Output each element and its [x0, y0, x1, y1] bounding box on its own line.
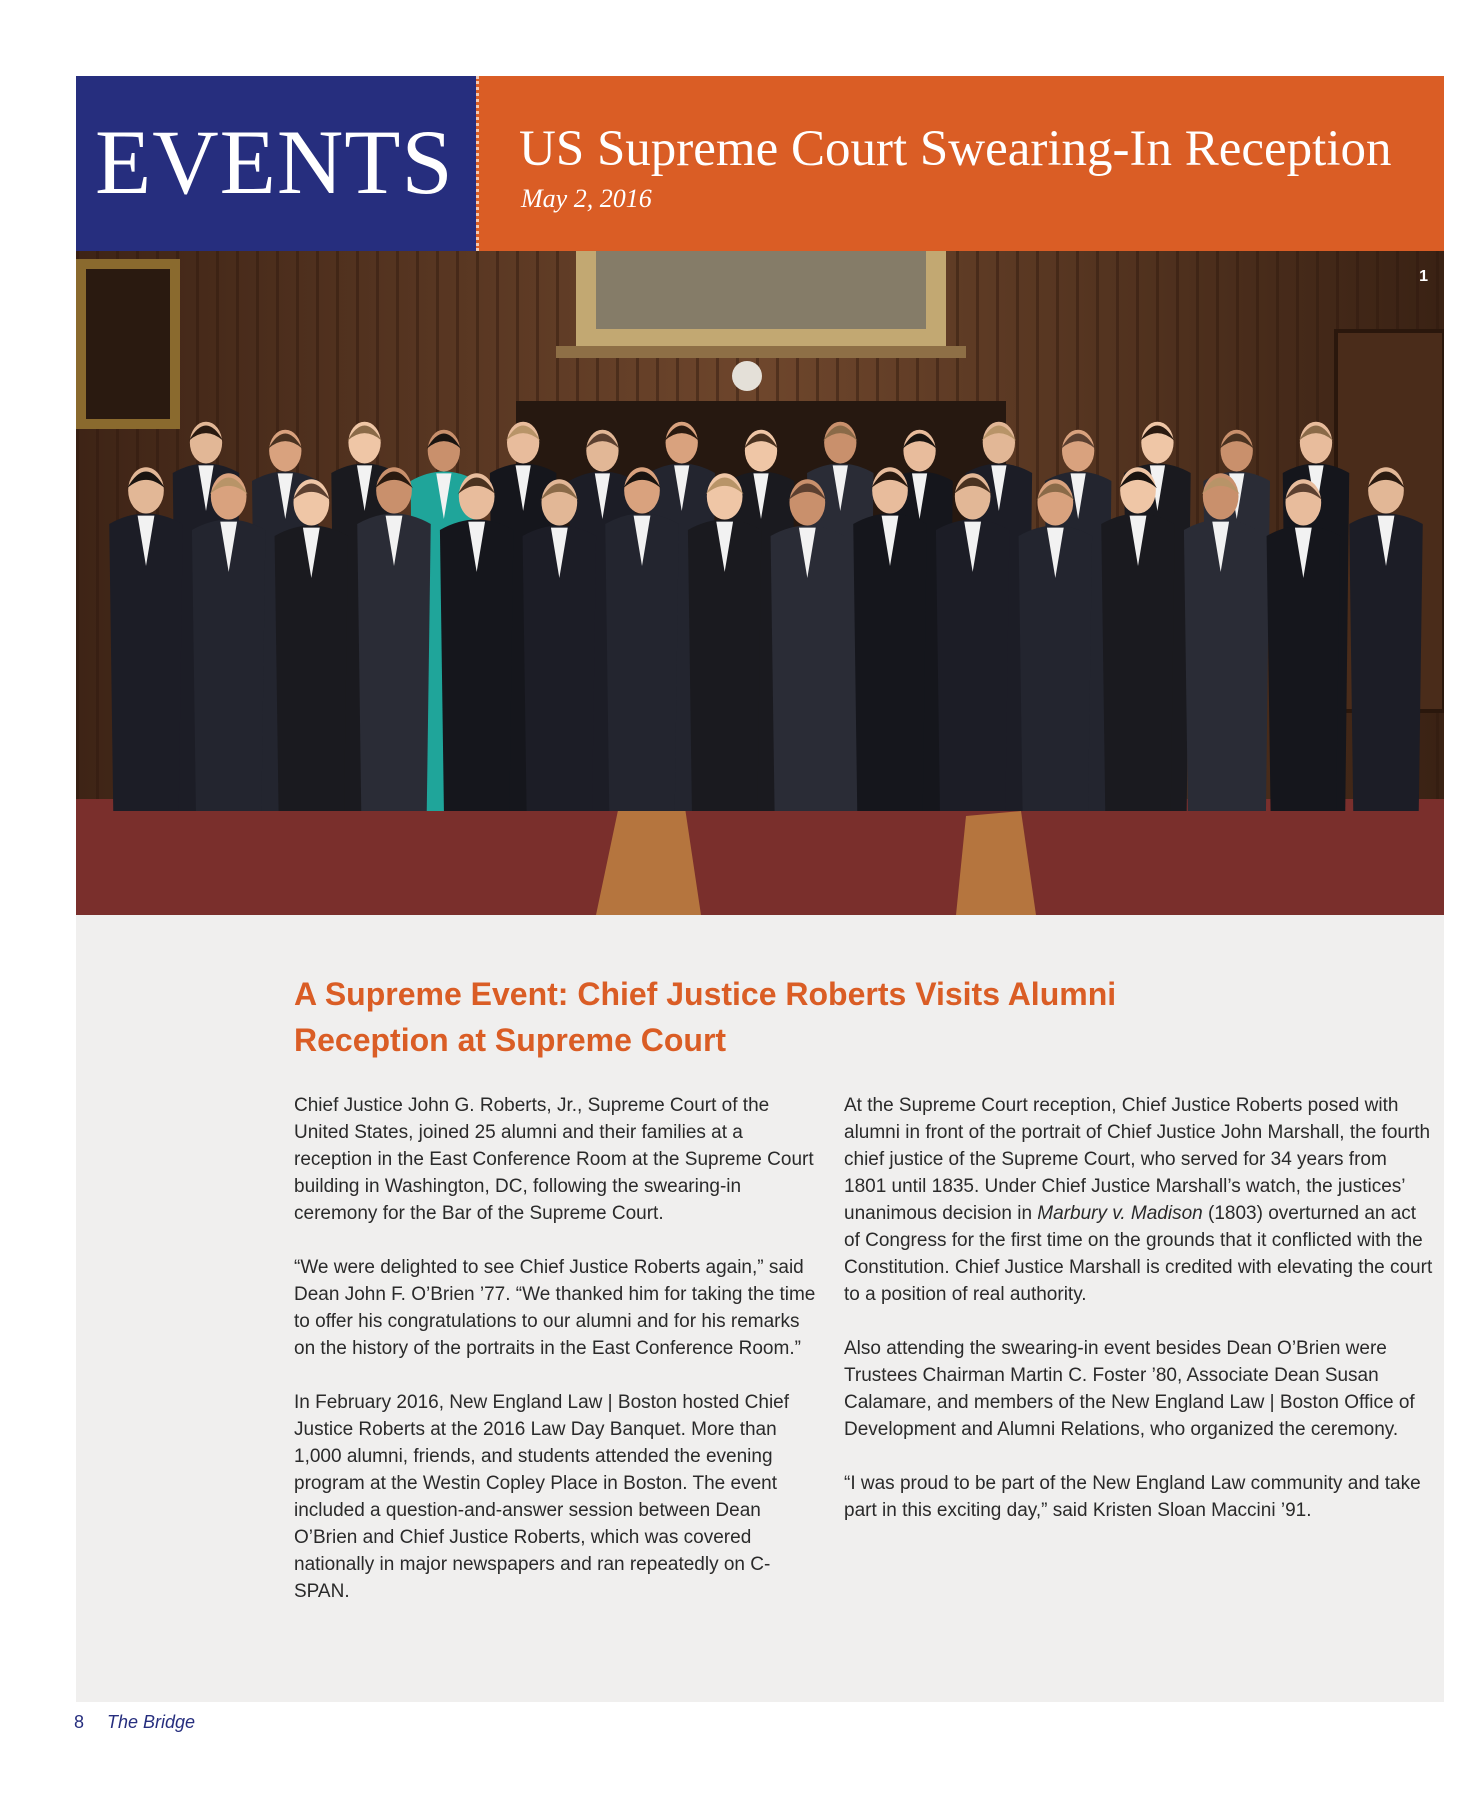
alumni-group [109, 422, 1423, 811]
article-panel [76, 915, 1444, 1702]
photo-number: 1 [1419, 268, 1428, 285]
person [1349, 467, 1423, 811]
mantel-clock [732, 361, 762, 391]
article-paragraph: Chief Justice John G. Roberts, Jr., Supreme Court of the United States, joined 25 alumni and their families at a reception in the East Conference Room at the Supreme Court building in Washington, DC, following the swearing-in ceremony for the Bar of the Supreme Court. [294, 1095, 814, 1224]
article-paragraph: Also attending the swearing-in event besides Dean O’Brien were Trustees Chairman Martin C. Foster ’80, Associate Dean Susan Calamare, and members of the New England Law | Boston Office of Development and Alumni Relations, who organized the ceremony. [844, 1338, 1415, 1440]
article-paragraph: “I was proud to be part of the New England Law community and take part in this exciting day,” said Kristen Sloan Maccini ’91. [844, 1473, 1421, 1521]
article-paragraph: “We were delighted to see Chief Justice Roberts again,” said Dean John F. O’Brien ’77. “We thanked him for taking the time to offer his congratulations to our alumni and for his remarks on the history of the portraits in the East Conference Room.” [294, 1257, 816, 1359]
paragraph-text: At the Supreme Court reception, Chief Justice Roberts posed with alumni in front of the portrait of Chief Justice John Marshall, the fourth chief justice of the Supreme Court, who served for 34 years from 1801 until 1835. Under Chief Justice Marshall’s watch, the justices’ unanimous decision in [844, 1095, 1431, 1224]
portrait-cornice [556, 346, 966, 358]
page-number: 8 [74, 1712, 85, 1732]
article-column-right [844, 1092, 1434, 1551]
left-portrait [86, 269, 170, 419]
person [605, 467, 679, 811]
person [109, 467, 183, 811]
case-name: Marbury v. Madison [1037, 1203, 1203, 1224]
marshall-portrait [596, 251, 926, 329]
person [853, 467, 927, 811]
publication-name: The Bridge [107, 1712, 196, 1732]
article-paragraph: In February 2016, New England Law | Boston hosted Chief Justice Roberts at the 2016 Law Day Banquet. More than 1,000 alumni, friends, and students attended the evening program at the Westin Copley Place in Boston. The event included a question-and-answer session between Dean O’Brien and Chief Justice Roberts, which was covered nationally in major newspapers and ran repeatedly on C-SPAN. [294, 1392, 790, 1602]
event-title-box [476, 76, 1444, 251]
event-date: May 2, 2016 [521, 184, 652, 213]
section-label: EVENTS [95, 111, 454, 213]
group-photo [76, 251, 1444, 915]
red-carpet [76, 799, 1444, 915]
group-photo-illustration [76, 251, 1444, 915]
event-title: US Supreme Court Swearing-In Reception [519, 121, 1392, 177]
article-column-left [294, 1092, 824, 1632]
person [1101, 467, 1175, 811]
article-headline: A Supreme Event: Chief Justice Roberts Visits Alumni Reception at Supreme Court [294, 976, 1117, 1058]
article-paragraph [844, 1092, 1434, 1308]
paragraph-text: (1803) overturned an act of Congress for the first time on the grounds that it conflicted with the Constitution. Chief Justice Marshall is credited with elevating the court to a position of real authority. [844, 1203, 1433, 1305]
section-label-box [76, 76, 476, 251]
person [357, 467, 431, 811]
